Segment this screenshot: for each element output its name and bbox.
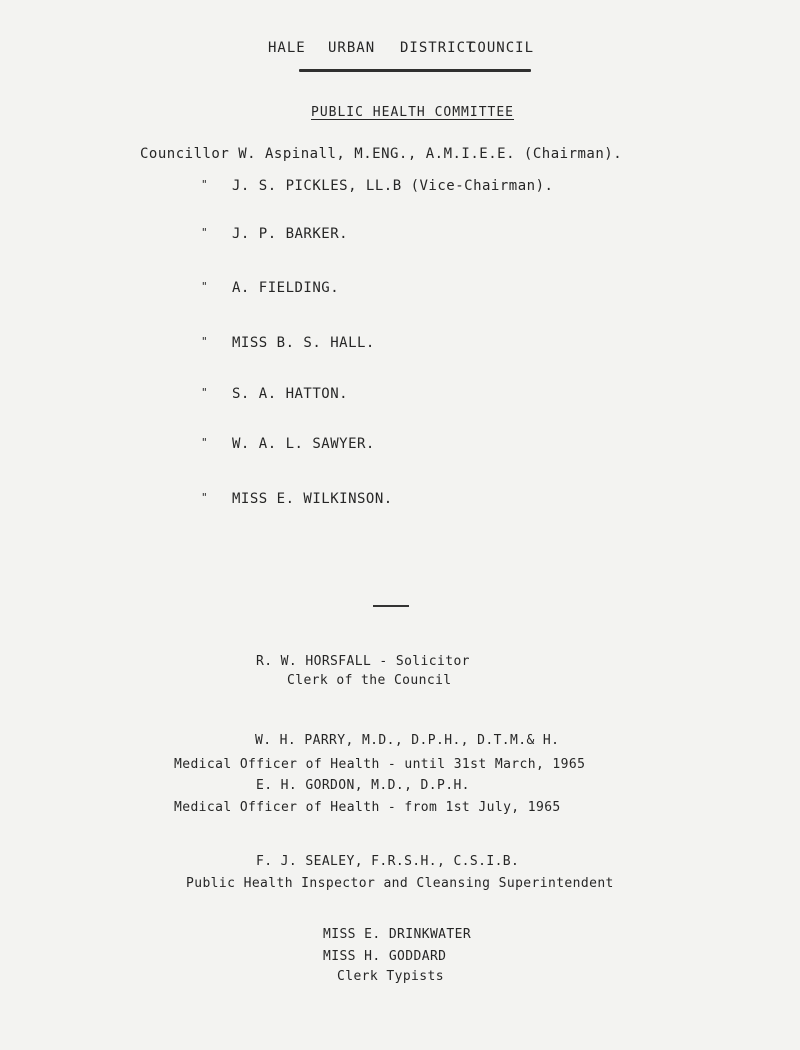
typist-2-name: MISS H. GODDARD — [323, 949, 447, 964]
section-divider — [373, 605, 409, 607]
header-word-urban: URBAN — [328, 40, 376, 56]
medical-officer-1-title: Medical Officer of Health - until 31st March, 1965 — [174, 757, 586, 772]
typists-title: Clerk Typists — [337, 969, 444, 984]
header-rule — [299, 69, 531, 72]
medical-officer-2-title: Medical Officer of Health - from 1st July, 1965 — [174, 800, 561, 815]
medical-officer-2-name: E. H. GORDON, M.D., D.P.H. — [256, 778, 470, 793]
medical-officer-1-name: W. H. PARRY, M.D., D.P.H., D.T.M.& H. — [255, 733, 560, 748]
inspector-title: Public Health Inspector and Cleansing Superintendent — [186, 876, 614, 891]
member-name: S. A. HATTON. — [232, 386, 349, 402]
ditto-mark: " — [201, 436, 209, 449]
ditto-mark: " — [201, 178, 209, 191]
member-name: MISS E. WILKINSON. — [232, 491, 393, 507]
header-word-district: DISTRICT — [400, 40, 476, 56]
ditto-mark: " — [201, 386, 209, 399]
member-name: A. FIELDING. — [232, 280, 340, 296]
member-name: J. S. PICKLES, LL.B (Vice-Chairman). — [232, 178, 554, 194]
member-name: W. A. L. SAWYER. — [232, 436, 375, 452]
ditto-mark: " — [201, 226, 209, 239]
chairman-line: Councillor W. Aspinall, M.ENG., A.M.I.E.E. (Chairman). — [140, 146, 623, 162]
ditto-mark: " — [201, 335, 209, 348]
ditto-mark: " — [201, 491, 209, 504]
header-word-council: COUNCIL — [468, 40, 535, 56]
ditto-mark: " — [201, 280, 209, 293]
header-word-hale: HALE — [268, 40, 306, 56]
inspector-name: F. J. SEALEY, F.R.S.H., C.S.I.B. — [256, 854, 520, 869]
solicitor-name: R. W. HORSFALL - Solicitor — [256, 654, 470, 669]
typist-1-name: MISS E. DRINKWATER — [323, 927, 472, 942]
solicitor-title: Clerk of the Council — [287, 673, 452, 688]
member-name: J. P. BARKER. — [232, 226, 349, 242]
member-name: MISS B. S. HALL. — [232, 335, 375, 351]
committee-title: PUBLIC HEALTH COMMITTEE — [311, 105, 515, 120]
